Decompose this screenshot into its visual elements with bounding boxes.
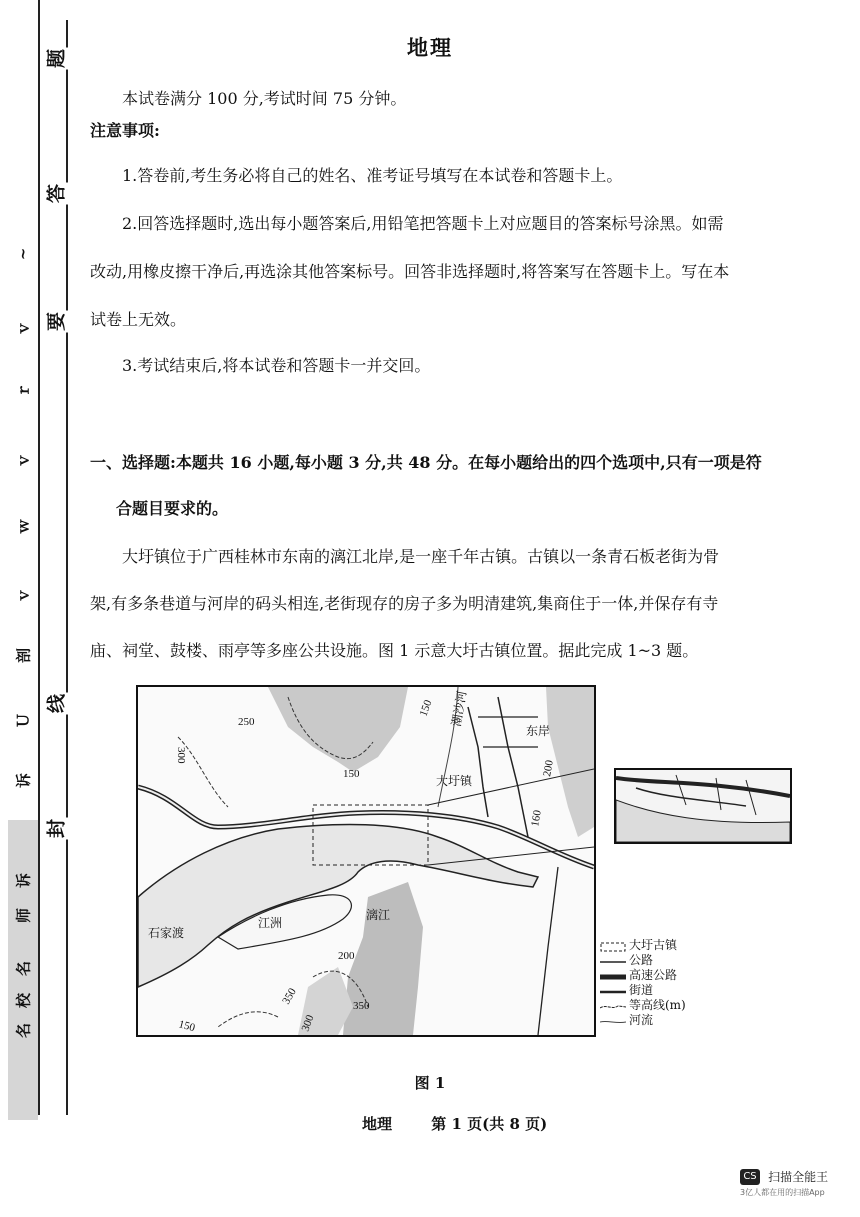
margin-char-da: 答 bbox=[42, 183, 69, 205]
margin-mark: 剖 bbox=[14, 648, 33, 664]
contour-label: 150 bbox=[417, 698, 435, 719]
legend-item bbox=[600, 983, 686, 998]
contour-label: 300 bbox=[175, 747, 187, 764]
contour-label: 160 bbox=[529, 809, 544, 828]
inset-expressway bbox=[616, 778, 790, 796]
legend-label: 河流 bbox=[629, 1013, 654, 1027]
road-south bbox=[538, 867, 558, 1035]
scanner-watermark bbox=[740, 1166, 850, 1198]
inset-street bbox=[676, 775, 756, 815]
watermark-tagline: 3亿人都在用的扫描App bbox=[740, 1188, 825, 1197]
contour-label: 250 bbox=[238, 716, 255, 728]
school-label-char: 名 bbox=[14, 961, 33, 977]
section-heading-line-1: 一、选择题:本题共 16 小题,每小题 3 分,共 48 分。在每小题给出的四个选项中,只有一项是符 bbox=[90, 453, 762, 472]
margin-mark: ｗ bbox=[14, 519, 33, 535]
figure-map bbox=[136, 685, 596, 1037]
section-heading-line-2: 合题目要求的。 bbox=[116, 499, 229, 518]
margin-char-xian: 线 bbox=[42, 693, 69, 715]
legend-item bbox=[600, 998, 686, 1013]
contour-label: 200 bbox=[338, 950, 355, 962]
notice-heading: 注意事项: bbox=[90, 121, 160, 140]
legend-label: 公路 bbox=[629, 953, 654, 967]
place-label-shijiadu: 石家渡 bbox=[148, 926, 185, 940]
page-footer bbox=[362, 1113, 581, 1134]
school-label-char: 师 bbox=[14, 908, 33, 924]
margin-mark: ｒ bbox=[14, 383, 33, 399]
legend-label: 高速公路 bbox=[629, 968, 678, 982]
footer-subject: 地理 bbox=[362, 1115, 393, 1133]
footer-page-number: 第 1 页(共 8 页) bbox=[431, 1115, 548, 1133]
legend-label: 等高线(m) bbox=[629, 998, 686, 1012]
page-title: 地理 bbox=[407, 35, 453, 60]
legend-item bbox=[600, 1013, 686, 1028]
notice-item-3: 3.考试结束后,将本试卷和答题卡一并交回。 bbox=[122, 356, 431, 375]
legend-river-icon bbox=[600, 1016, 626, 1026]
margin-char-feng: 封 bbox=[42, 818, 69, 840]
contour-label: 350 bbox=[353, 1000, 370, 1012]
margin-mark: ｖ bbox=[14, 453, 33, 469]
figure-caption: 图 1 bbox=[414, 1074, 446, 1092]
legend-label: 大圩古镇 bbox=[629, 938, 678, 952]
notice-item-2-line-3: 试卷上无效。 bbox=[90, 310, 187, 329]
contour-label: 350 bbox=[280, 986, 299, 1007]
margin-mark: ｖ bbox=[14, 588, 33, 604]
notice-item-2-line-2: 改动,用橡皮擦干净后,再选涂其他答案标号。回答非选择题时,将答案写在答题卡上。写在本 bbox=[90, 262, 730, 281]
inset-drawing bbox=[616, 770, 790, 842]
legend-item bbox=[600, 968, 686, 983]
inset-river bbox=[616, 800, 790, 842]
legend-ancient-town-icon bbox=[600, 941, 626, 951]
place-label-dongan: 东岸 bbox=[526, 724, 551, 738]
margin-mark: ~ bbox=[14, 247, 32, 261]
legend-item bbox=[600, 953, 686, 968]
inset-street bbox=[636, 788, 746, 806]
notice-item-2-line-1: 2.回答选择题时,选出每小题答案后,用铅笔把答题卡上对应题目的答案标号涂黑。如需 bbox=[122, 214, 724, 233]
school-label-char: 校 bbox=[14, 993, 33, 1009]
notice-item-1: 1.答卷前,考生务必将自己的姓名、准考证号填写在本试卷和答题卡上。 bbox=[122, 166, 623, 185]
river-label-lijiang: 漓江 bbox=[366, 908, 391, 922]
place-label-jiangzhou: 江洲 bbox=[258, 916, 283, 930]
terrain-hill-south bbox=[343, 882, 423, 1035]
margin-char-ti: 题 bbox=[42, 48, 69, 70]
school-label-char: 诉 bbox=[14, 873, 33, 889]
legend-street-icon bbox=[600, 986, 626, 996]
contour-label: 200 bbox=[541, 759, 556, 778]
road-east bbox=[498, 697, 528, 837]
binding-margin bbox=[0, 0, 70, 1217]
river-label-chaoshahe: 潮沙河 bbox=[449, 689, 470, 728]
legend-road-icon bbox=[600, 956, 626, 966]
legend-item bbox=[600, 938, 686, 953]
margin-char-yao: 要 bbox=[42, 311, 69, 333]
place-label-dawei: 大圩镇 bbox=[436, 774, 473, 788]
legend-label: 街道 bbox=[629, 983, 654, 997]
margin-mark: 诉 bbox=[14, 773, 33, 789]
contour-label: 150 bbox=[177, 1018, 197, 1035]
contour-line bbox=[218, 1012, 278, 1027]
school-label-char: 名 bbox=[14, 1023, 33, 1039]
map-legend bbox=[600, 938, 686, 1028]
contour-label: 150 bbox=[343, 768, 360, 780]
road-north bbox=[468, 707, 488, 817]
map-inset bbox=[614, 768, 792, 844]
camscanner-logo-icon: CS bbox=[740, 1169, 760, 1185]
passage-line-2: 架,有多条巷道与河岸的码头相连,老街现存的房子多为明清建筑,集商住于一体,并保存有寺 bbox=[90, 594, 719, 613]
margin-mark: Ｕ bbox=[14, 713, 33, 729]
margin-line-left bbox=[38, 0, 40, 1115]
map-drawing bbox=[138, 687, 594, 1035]
margin-mark: ｖ bbox=[14, 321, 33, 337]
legend-expressway-icon bbox=[600, 971, 626, 981]
contour-label: 300 bbox=[299, 1013, 317, 1034]
watermark-app-name: 扫描全能王 bbox=[768, 1170, 829, 1184]
legend-contour-icon bbox=[600, 1001, 626, 1011]
passage-line-1: 大圩镇位于广西桂林市东南的漓江北岸,是一座千年古镇。古镇以一条青石板老街为骨 bbox=[122, 547, 720, 566]
passage-line-3: 庙、祠堂、鼓楼、雨亭等多座公共设施。图 1 示意大圩古镇位置。据此完成 1~3 题。 bbox=[90, 641, 699, 660]
exam-intro: 本试卷满分 100 分,考试时间 75 分钟。 bbox=[122, 89, 407, 108]
